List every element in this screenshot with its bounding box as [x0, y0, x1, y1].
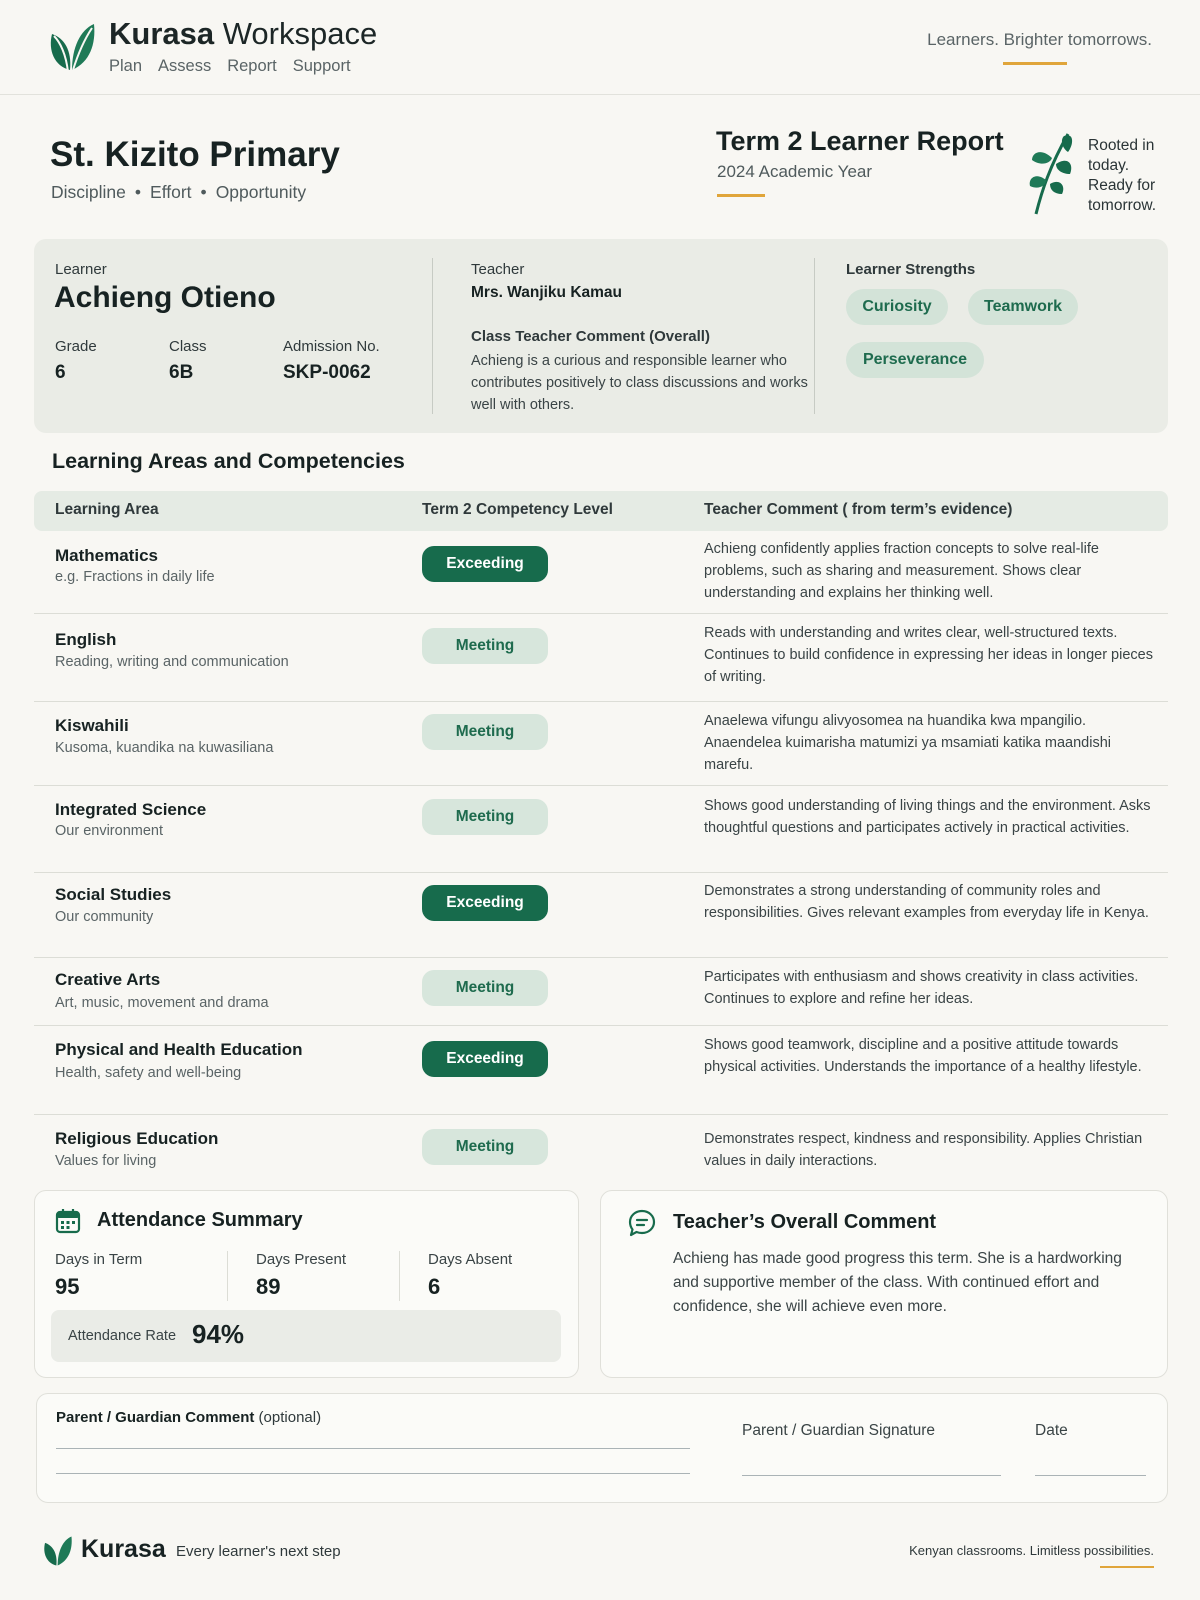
learning-area-subtitle: Values for living — [55, 1153, 157, 1169]
class-teacher-comment: Achieng is a curious and responsible learner who contributes positively to class discussions and works well with others. — [471, 353, 808, 413]
class-label: Class — [169, 338, 207, 355]
table-row — [34, 1115, 1168, 1185]
tagline-underline — [1003, 62, 1067, 65]
separator-dot: • — [134, 182, 142, 202]
report-title: Term 2 Learner Report — [716, 126, 1004, 156]
learning-area-subtitle: Our community — [55, 909, 154, 925]
report-year: 2024 Academic Year — [717, 162, 873, 181]
strength-chip: Perseverance — [846, 342, 984, 378]
admission-value: SKP-0062 — [283, 362, 371, 383]
report-title-underline — [717, 194, 765, 197]
competency-badge: Exceeding — [422, 885, 548, 921]
nav-plan[interactable]: Plan — [109, 57, 143, 75]
panel-divider — [814, 258, 815, 414]
attendance-title: Attendance Summary — [97, 1209, 303, 1231]
learning-area-name: Integrated Science — [55, 800, 207, 819]
days-in-term — [55, 1251, 142, 1300]
stat-divider — [399, 1251, 400, 1301]
competency-badge: Meeting — [422, 628, 548, 664]
competency-badge: Exceeding — [422, 1041, 548, 1077]
class-value: 6B — [169, 362, 194, 383]
competency-badge: Meeting — [422, 1129, 548, 1165]
learner-panel — [34, 239, 1168, 433]
table-row — [34, 702, 1168, 786]
table-header — [34, 491, 1168, 531]
school-value: Opportunity — [215, 182, 307, 202]
area-comment: Reads with understanding and writes clear, well-structured texts. Continues to build confidence in expressing her ideas in longer pieces of writing. — [704, 625, 1153, 685]
class-teacher-comment-label: Class Teacher Comment (Overall) — [471, 328, 710, 345]
days-absent-label: Days Absent — [428, 1251, 513, 1268]
top-nav — [109, 57, 351, 76]
footer-underline — [1100, 1566, 1154, 1568]
leaf-sprig-icon — [1028, 130, 1076, 216]
nav-support[interactable]: Support — [292, 57, 351, 75]
days-in-term-value: 95 — [55, 1274, 80, 1299]
header-tagline: Learners. Brighter tomorrows. — [927, 30, 1152, 49]
attendance-rate-box — [51, 1310, 561, 1362]
signature-label: Parent / Guardian Signature — [742, 1422, 936, 1439]
table-row — [34, 873, 1168, 958]
area-comment: Shows good teamwork, discipline and a positive attitude towards physical activities. Understands the importance of a healthy lifestyle. — [704, 1037, 1142, 1075]
days-in-term-label: Days in Term — [55, 1251, 143, 1268]
area-comment: Demonstrates respect, kindness and responsibility. Applies Christian values in daily interactions. — [704, 1131, 1143, 1169]
parent-comment-card — [36, 1393, 1168, 1503]
parent-comment-label: Parent / Guardian Comment (optional) — [56, 1409, 322, 1426]
area-comment: Anaelewa vifungu alivyosomea na huandika kwa mpangilio. Anaendelea kuimarisha matumizi ya msamiati katika maandishi marefu. — [704, 713, 1111, 773]
chat-bubble-icon — [627, 1208, 657, 1238]
signature-line[interactable] — [742, 1475, 1001, 1476]
overall-comment-title: Teacher’s Overall Comment — [673, 1211, 937, 1233]
nav-report[interactable]: Report — [227, 57, 277, 75]
days-present-value: 89 — [256, 1274, 281, 1299]
overall-comment-text: Achieng has made good progress this term. She is a hardworking and supportive member of the class. With continued effort and confidence, she will achieve even more. — [673, 1250, 1122, 1315]
learning-areas-title: Learning Areas and Competencies — [52, 449, 405, 473]
date-label: Date — [1035, 1422, 1068, 1439]
competency-badge: Meeting — [422, 970, 548, 1006]
learning-area-name: Kiswahili — [55, 716, 129, 735]
calendar-icon — [55, 1208, 81, 1234]
column-header: Learning Area — [55, 501, 159, 518]
nav-assess[interactable]: Assess — [158, 57, 212, 75]
top-bar — [0, 0, 1200, 95]
column-header: Term 2 Competency Level — [422, 501, 613, 518]
strength-chip: Curiosity — [846, 289, 948, 325]
parent-comment-line[interactable] — [56, 1448, 690, 1449]
parent-comment-line[interactable] — [56, 1473, 690, 1474]
competency-badge: Meeting — [422, 714, 548, 750]
days-absent-value: 6 — [428, 1274, 441, 1299]
leaf-logo-icon — [40, 1534, 74, 1568]
strength-chip: Teamwork — [968, 289, 1078, 325]
table-row — [34, 1026, 1168, 1115]
learning-area-name: Mathematics — [55, 546, 158, 565]
area-comment: Demonstrates a strong understanding of community roles and responsibilities. Gives relevant examples from everyday life in Kenya. — [704, 883, 1149, 921]
admission-field — [283, 338, 380, 384]
admission-label: Admission No. — [283, 338, 380, 355]
school-values — [51, 182, 306, 203]
footer-tagline: Every learner's next step — [176, 1543, 341, 1560]
learning-area-subtitle: Kusoma, kuandika na kuwasiliana — [55, 740, 274, 756]
grade-field — [55, 338, 97, 384]
competency-badge: Exceeding — [422, 546, 548, 582]
class-field — [169, 338, 207, 384]
learning-area-subtitle: Our environment — [55, 823, 163, 839]
footer-brand: Kurasa — [81, 1535, 166, 1563]
learning-area-name: Physical and Health Education — [55, 1040, 303, 1059]
school-value: Discipline — [51, 182, 126, 202]
date-line[interactable] — [1035, 1475, 1146, 1476]
leaf-logo-icon — [46, 20, 96, 74]
attendance-card — [34, 1190, 579, 1378]
learning-area-name: Religious Education — [55, 1129, 219, 1148]
learning-area-subtitle: Health, safety and well-being — [55, 1065, 242, 1081]
grade-label: Grade — [55, 338, 97, 355]
teacher-name: Mrs. Wanjiku Kamau — [471, 284, 623, 301]
report-motto: Rooted in today. Ready for tomorrow. — [1088, 137, 1157, 214]
separator-dot: • — [200, 182, 207, 202]
learning-area-subtitle: Art, music, movement and drama — [55, 995, 269, 1011]
area-comment: Shows good understanding of living things and the environment. Asks thoughtful questions and participates actively in practical activities. — [704, 798, 1151, 836]
table-row — [34, 958, 1168, 1026]
attendance-rate-label: Attendance Rate — [68, 1328, 177, 1344]
school-value: Effort — [150, 182, 192, 202]
grade-value: 6 — [55, 362, 66, 383]
table-row — [34, 614, 1168, 702]
learner-label: Learner — [55, 261, 107, 278]
table-row — [34, 786, 1168, 873]
stat-divider — [227, 1251, 228, 1301]
area-comment: Achieng confidently applies fraction concepts to solve real-life problems, such as sharing and measurement. Shows clear understanding and explains her thinking well. — [704, 541, 1099, 601]
days-absent — [428, 1251, 512, 1300]
column-header: Teacher Comment ( from term’s evidence) — [704, 501, 1013, 518]
learning-area-name: Creative Arts — [55, 970, 161, 989]
days-present — [256, 1251, 346, 1300]
overall-comment-card — [600, 1190, 1168, 1378]
learner-name: Achieng Otieno — [54, 281, 276, 314]
brand-name: Kurasa Workspace — [109, 16, 378, 51]
teacher-label: Teacher — [471, 261, 525, 278]
table-row — [34, 531, 1168, 614]
footer-slogan: Kenyan classrooms. Limitless possibilities. — [909, 1543, 1154, 1558]
learning-area-name: Social Studies — [55, 885, 172, 904]
learning-area-subtitle: e.g. Fractions in daily life — [55, 569, 215, 585]
learning-area-subtitle: Reading, writing and communication — [55, 654, 289, 670]
strengths-label: Learner Strengths — [846, 261, 976, 278]
days-present-label: Days Present — [256, 1251, 347, 1268]
school-name: St. Kizito Primary — [50, 135, 340, 174]
learning-area-name: English — [55, 630, 117, 649]
attendance-rate-value: 94% — [192, 1319, 245, 1349]
panel-divider — [432, 258, 433, 414]
competency-badge: Meeting — [422, 799, 548, 835]
area-comment: Participates with enthusiasm and shows creativity in class activities. Continues to explore and refine her ideas. — [704, 969, 1139, 1007]
